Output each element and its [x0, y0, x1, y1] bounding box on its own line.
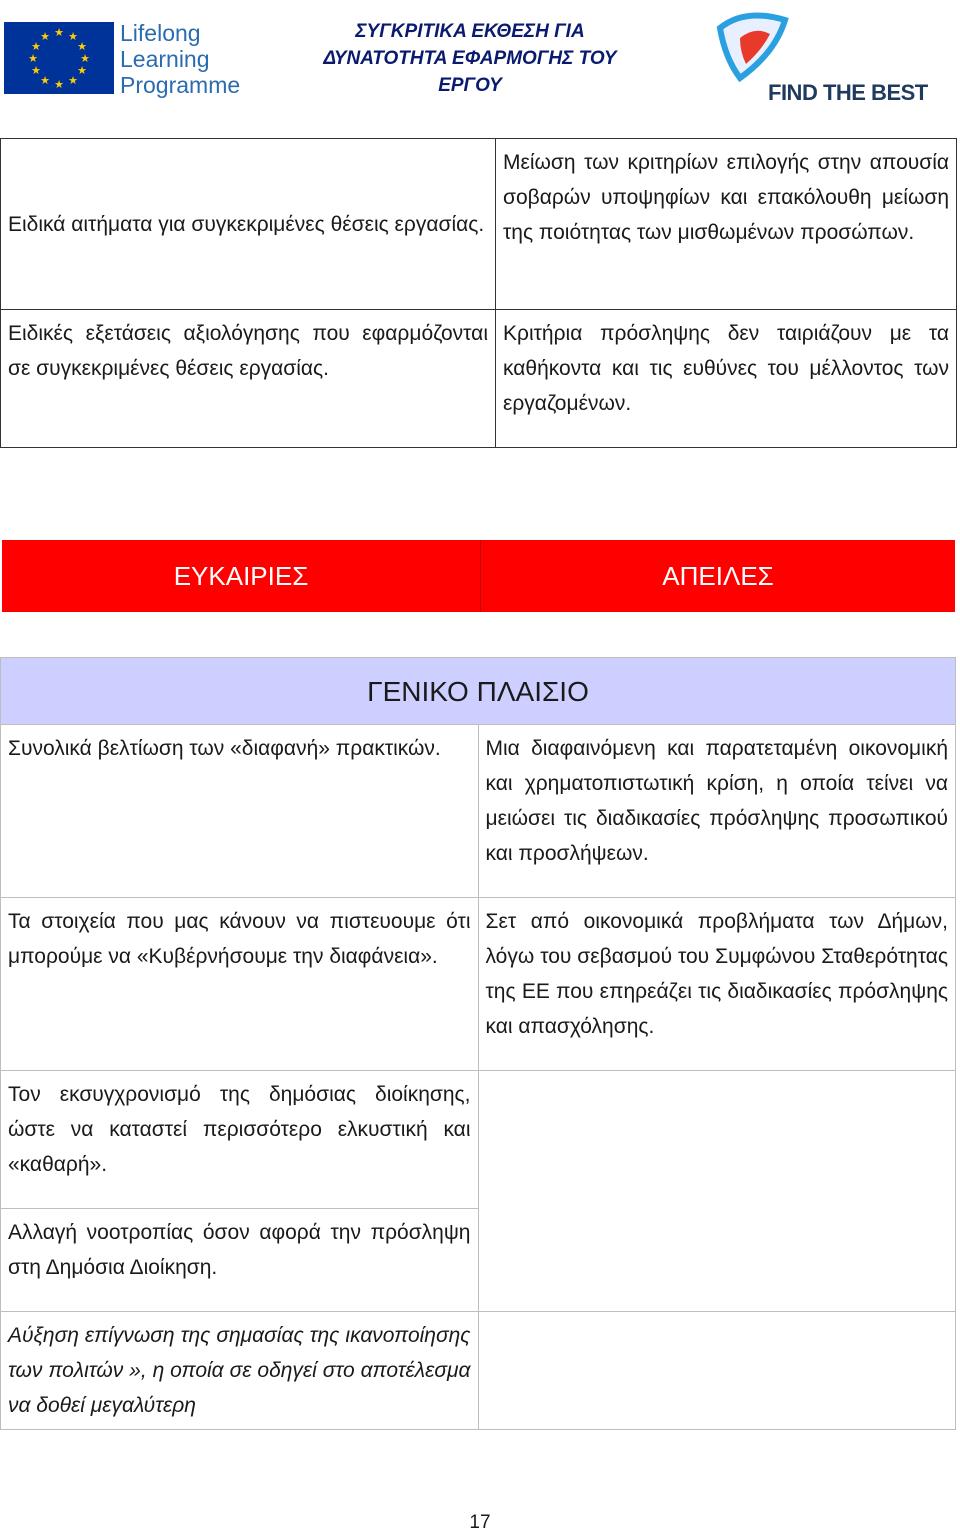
llp-line-2: Learning — [120, 46, 210, 72]
llp-logo-text — [120, 20, 240, 98]
table-row — [1, 1209, 956, 1312]
table-cell-left: Αύξηση επίγνωση της σημασίας της ικανοποίησης των πολιτών », η οποία σε οδηγεί στο αποτέλεσμα να δοθεί μεγαλύτερη — [1, 1312, 479, 1430]
llp-line-1: Lifelong — [120, 20, 201, 46]
title-line-3: ΕΡΓΟΥ — [438, 75, 502, 96]
weaknesses-table — [0, 138, 957, 448]
swot-header-bar — [2, 540, 955, 612]
page-number: 17 — [469, 1512, 491, 1533]
svg-text:★: ★ — [28, 52, 38, 65]
title-line-1: ΣΥΓΚΡΙΤΙΚΑ ΕΚΘΕΣΗ ΓΙΑ — [355, 21, 585, 42]
table-cell-right — [478, 1312, 956, 1430]
svg-text:★: ★ — [68, 74, 78, 87]
table-cell-right: Κριτήρια πρόσληψης δεν ταιριάζουν με τα καθήκοντα και τις ευθύνες του μέλλοντος των εργαζομένων. — [496, 310, 957, 448]
general-framework-table — [0, 657, 956, 1430]
table-row — [1, 725, 956, 898]
title-line-2: ΔΥΝΑΤΟΤΗΤΑ ΕΦΑΡΜΟΓΗΣ ΤΟΥ — [323, 48, 617, 69]
svg-text:★: ★ — [54, 26, 64, 39]
table-cell-right — [478, 1071, 956, 1209]
table-cell-right: Σετ από οικονομικά προβλήματα των Δήμων, λόγω του σεβασμού του Συμφώνου Σταθερότητας της ΕΕ που επηρεάζει τις διαδικασίες πρόσληψης και απασχόλησης. — [478, 898, 956, 1071]
table-row — [1, 310, 957, 448]
svg-text:★: ★ — [31, 64, 41, 77]
general-framework-heading: ΓΕΝΙΚΟ ΠΛΑΙΣΙΟ — [1, 658, 956, 725]
svg-text:★: ★ — [77, 64, 87, 77]
threats-heading: ΑΠΕΙΛΕΣ — [481, 540, 955, 612]
table-row — [1, 1312, 956, 1430]
table-cell-left: Αλλαγή νοοτροπίας όσον αφορά την πρόσληψη στη Δημόσια Διοίκηση. — [1, 1209, 479, 1312]
table-row — [1, 898, 956, 1071]
table-heading-row — [1, 658, 956, 725]
svg-text:★: ★ — [31, 40, 41, 53]
svg-text:★: ★ — [54, 78, 64, 91]
table-cell-left: Ειδικά αιτήματα για συγκεκριμένες θέσεις εργασίας. — [1, 139, 496, 310]
find-the-best-text: FIND THE BEST — [768, 80, 928, 105]
svg-text:★: ★ — [80, 52, 90, 65]
table-cell-left: Τον εκσυγχρονισμό της δημόσιας διοίκησης, ώστε να καταστεί περισσότερο ελκυστική και «καθαρή». — [1, 1071, 479, 1209]
table-cell-right: Μια διαφαινόμενη και παρατεταμένη οικονομική και χρηματοπιστωτική κρίση, η οποία τείνει να μειώσει τις διαδικασίες πρόσληψης προσωπικού και προσλήψεων. — [478, 725, 956, 898]
page-header — [0, 0, 960, 110]
table-cell-right: Μείωση των κριτηρίων επιλογής στην απουσία σοβαρών υποψηφίων και επακόλουθη μείωση της ποιότητας των μισθωμένων προσώπων. — [496, 139, 957, 310]
opportunities-heading: ΕΥΚΑΙΡΙΕΣ — [2, 540, 481, 612]
table-cell-left: Τα στοιχεία που μας κάνουν να πιστευουμε ότι μπορούμε να «Κυβέρνήσουμε την διαφάνεια». — [1, 898, 479, 1071]
table-row — [1, 1071, 956, 1209]
svg-text:★: ★ — [68, 30, 78, 43]
document-title — [320, 18, 620, 99]
table-cell-right — [478, 1209, 956, 1312]
table-row — [1, 139, 957, 310]
svg-text:★: ★ — [40, 74, 50, 87]
table-cell-left: Ειδικές εξετάσεις αξιολόγησης που εφαρμόζονται σε συγκεκριμένες θέσεις εργασίας. — [1, 310, 496, 448]
table-cell-left: Συνολικά βελτίωση των «διαφανή» πρακτικών. — [1, 725, 479, 898]
llp-line-3: Programme — [120, 72, 241, 98]
eu-flag-icon — [4, 22, 114, 94]
svg-text:★: ★ — [40, 30, 50, 43]
svg-text:★: ★ — [77, 40, 87, 53]
